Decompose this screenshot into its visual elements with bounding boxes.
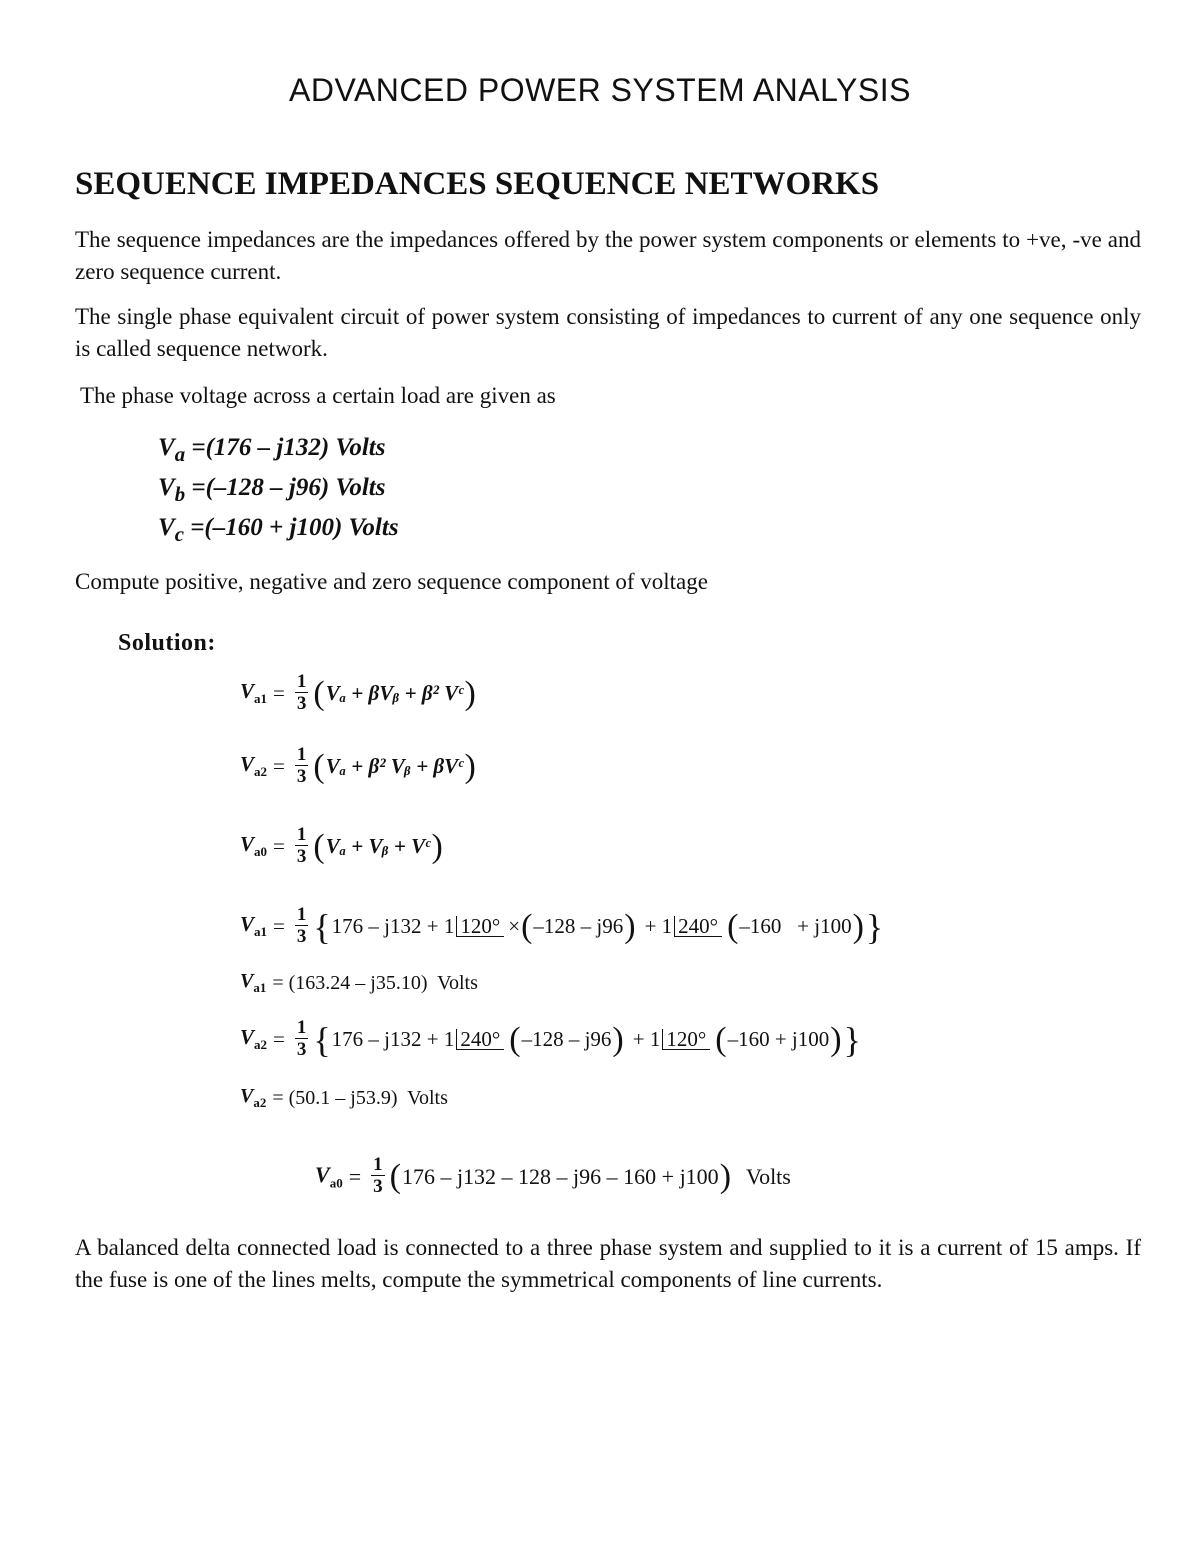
paragraph-problem-task: Compute positive, negative and zero sequence component of voltage — [75, 569, 708, 594]
equation-va1-formula: $V_{a1}$ = $\frac{1}{3}$ ( Vₐ + βVᵦ + β² Vᶜ ) — [240, 671, 476, 714]
given-voltage-b: $V_b =(-128 - j96)$ Volts — [158, 474, 386, 506]
equation-va1-result: $V_{a1}$ = (163.24 – j35.10) Volts — [240, 970, 478, 995]
equation-va2-result: $V_{a2}$ = (50.1 – j53.9) Volts — [240, 1085, 448, 1110]
paragraph-sequence-impedance: The sequence impedances are the impedances offered by the power system components or elements to +ve, -ve and zero sequence current. — [75, 227, 1141, 284]
equation-va2-substitution: $V_{a2}$ = $\frac{1}{3}$ { 176 – j132 + 1 240° ( –128 – j96 ) + 1 120° ( –160 + j100 ) } — [240, 1017, 861, 1060]
equation-va2-formula: $V_{a2}$ = $\frac{1}{3}$ ( Vₐ + β² Vᵦ + βVᶜ ) — [240, 744, 476, 787]
section-heading: SEQUENCE IMPEDANCES SEQUENCE NETWORKS — [75, 166, 880, 202]
solution-label: Solution: — [118, 630, 216, 656]
given-voltage-c: $V_c =(-160 + j100)$ Volts — [158, 514, 399, 546]
equation-va0-substitution: $V_{a0}$ = $\frac{1}{3}$ ( 176 – j132 – 128 – j96 – 160 + j100 ) Volts — [315, 1154, 791, 1197]
given-voltage-a: $V_a =(176 - j132)$ Volts — [158, 434, 386, 466]
equation-va0-formula: $V_{a0}$ = $\frac{1}{3}$ ( Vₐ + Vᵦ + Vᶜ ) — [240, 824, 443, 867]
paragraph-next-problem: A balanced delta connected load is connected to a three phase system and supplied to it is a current of 15 amps. If the fuse is one of the lines melts, compute the symmetrical components of line currents. — [75, 1235, 1141, 1292]
document-title: ADVANCED POWER SYSTEM ANALYSIS — [289, 72, 911, 108]
equation-va1-substitution: $V_{a1}$ = $\frac{1}{3}$ { 176 – j132 + 1 120° × ( –128 – j96 ) + 1 240° ( –160 + j100 ) } — [240, 904, 884, 947]
given-voltages — [158, 430, 399, 550]
paragraph-problem-intro: The phase voltage across a certain load are given as — [80, 383, 556, 408]
paragraph-sequence-network: The single phase equivalent circuit of power system consisting of impedances to current of any one sequence only is called sequence network. — [75, 304, 1141, 361]
